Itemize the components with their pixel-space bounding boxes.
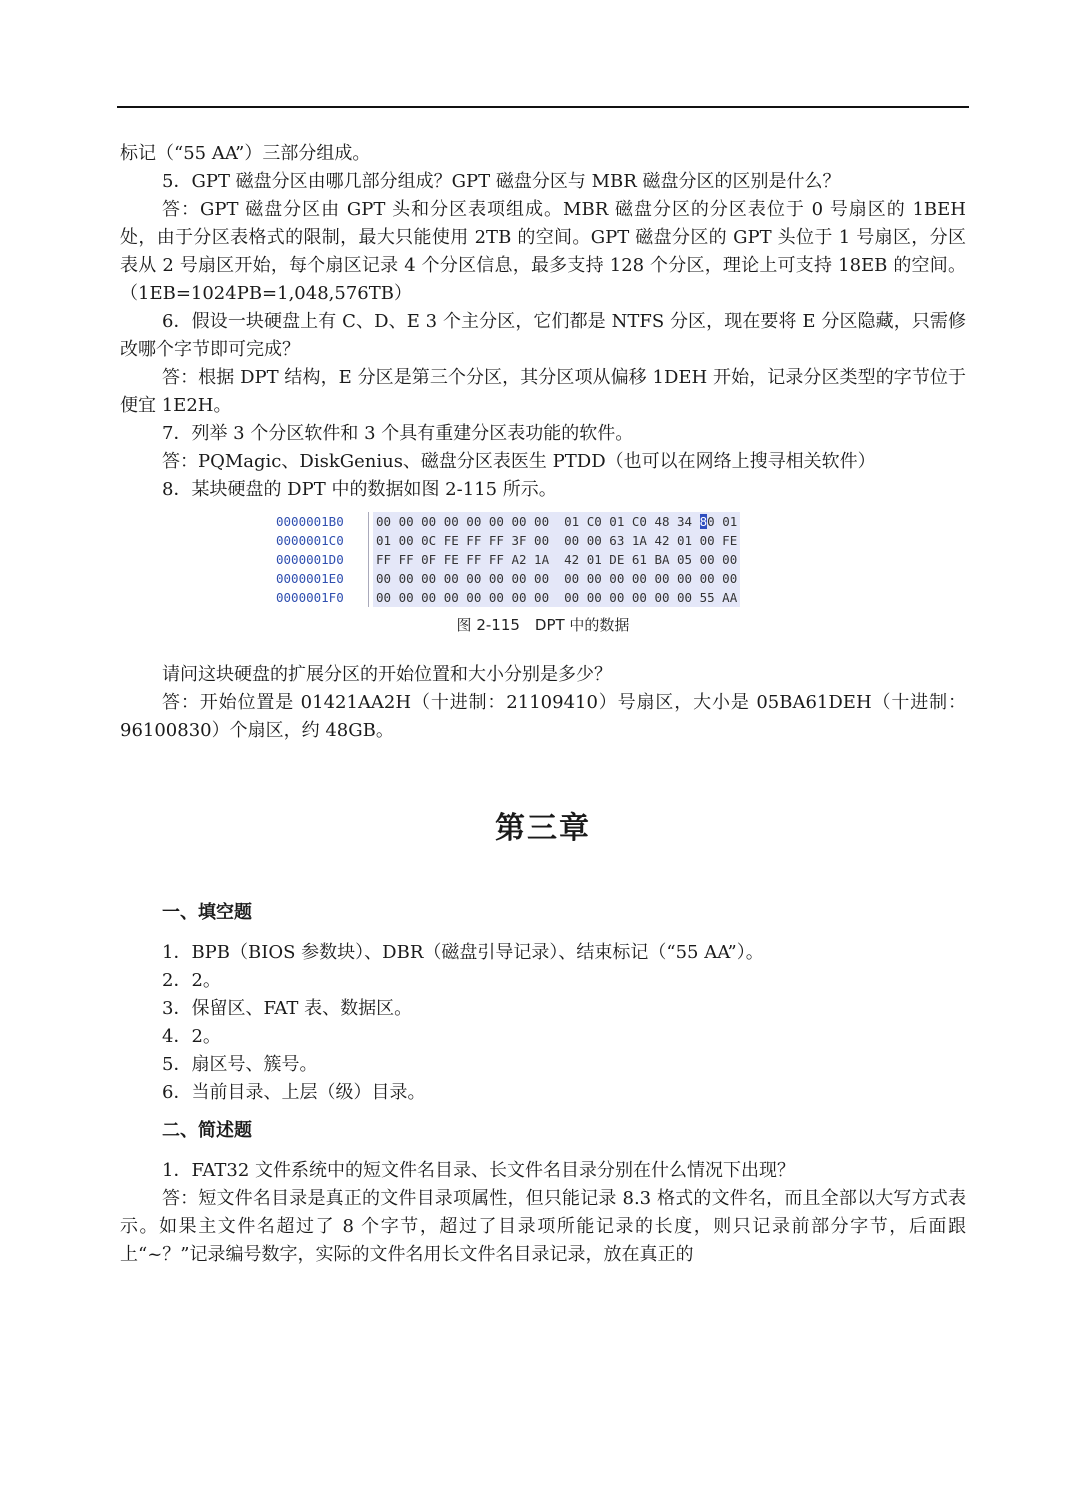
question-5: 5．GPT 磁盘分区由哪几部分组成？GPT 磁盘分区与 MBR 磁盘分区的区别是什么？	[162, 171, 841, 192]
question-6: 6．假设一块硬盘上有 C、D、E 3 个主分区，它们都是 NTFS 分区，现在要将 E 分区隐藏，只需修改哪个字节即可完成？	[120, 311, 966, 360]
list-item: 6．当前目录、上层（级）目录。	[162, 1082, 426, 1103]
short-answer-1: 答：短文件名目录是真正的文件目录项属性，但只能记录 8.3 格式的文件名，而且全部以大写方式表示。如果主文件名超过了 8 个字节，超过了目录项所能记录的长度，则只记录前部分字节，后面跟上“~？”记录编号数字，实际的文件名用长文件名目录记录，放在真正的	[120, 1188, 966, 1265]
hex-row	[276, 531, 966, 550]
header-rule	[117, 106, 969, 108]
list-item: 4．2。	[162, 1026, 221, 1047]
hex-cursor: 8	[699, 514, 708, 529]
question-8-followup: 请问这块硬盘的扩展分区的开始位置和大小分别是多少？	[162, 664, 612, 685]
chapter-title: 第三章	[495, 811, 591, 846]
answer-7: 答：PQMagic、DiskGenius、磁盘分区表医生 PTDD（也可以在网络上搜寻相关软件）	[162, 451, 876, 472]
hex-dump-figure	[276, 512, 966, 607]
hex-address: 0000001E0	[276, 569, 369, 588]
hex-row	[276, 550, 966, 569]
figure-caption: 图 2-115 DPT 中的数据	[456, 616, 630, 634]
list-item: 2．2。	[162, 970, 221, 991]
fill-answers-list	[120, 939, 966, 1107]
question-7: 7．列举 3 个分区软件和 3 个具有重建分区表功能的软件。	[162, 423, 634, 444]
answer-8: 答：开始位置是 01421AA2H（十进制：21109410）号扇区，大小是 05BA61DEH（十进制：96100830）个扇区，约 48GB。	[120, 692, 966, 741]
hex-address: 0000001B0	[276, 512, 369, 531]
list-item: 1．BPB（BIOS 参数块）、DBR（磁盘引导记录）、结束标记（“55 AA”）。	[162, 942, 764, 963]
paragraph-continuation: 标记（“55 AA”）三部分组成。	[120, 143, 371, 164]
hex-bytes: 00 00 00 00 00 00 00 00 00 00 00 00 00 00 55 AA	[373, 588, 740, 607]
hex-address: 0000001F0	[276, 588, 369, 607]
hex-bytes: 00 00 00 00 00 00 00 00 01 C0 01 C0 48 34 80 01	[373, 512, 740, 531]
list-item: 3．保留区、FAT 表、数据区。	[162, 998, 413, 1019]
section-heading-short-answer: 二、简述题	[162, 1120, 252, 1141]
short-question-1: 1．FAT32 文件系统中的短文件名目录、长文件名目录分别在什么情况下出现？	[162, 1160, 796, 1181]
list-item: 5．扇区号、簇号。	[162, 1054, 318, 1075]
hex-address: 0000001D0	[276, 550, 369, 569]
question-8: 8．某块硬盘的 DPT 中的数据如图 2-115 所示。	[162, 479, 557, 500]
hex-bytes: FF FF 0F FE FF FF A2 1A 42 01 DE 61 BA 05 00 00	[373, 550, 740, 569]
hex-bytes: 01 00 0C FE FF FF 3F 00 00 00 63 1A 42 01 00 FE	[373, 531, 740, 550]
hex-row	[276, 588, 966, 607]
hex-row	[276, 569, 966, 588]
page-body	[120, 140, 966, 1269]
hex-row	[276, 512, 966, 531]
hex-bytes: 00 00 00 00 00 00 00 00 00 00 00 00 00 00 00 00	[373, 569, 740, 588]
answer-6: 答：根据 DPT 结构，E 分区是第三个分区，其分区项从偏移 1DEH 开始，记录分区类型的字节位于便宜 1E2H。	[120, 367, 966, 416]
hex-address: 0000001C0	[276, 531, 369, 550]
answer-5: 答：GPT 磁盘分区由 GPT 头和分区表项组成。MBR 磁盘分区的分区表位于 0 号扇区的 1BEH 处，由于分区表格式的限制，最大只能使用 2TB 的空间。GPT 磁盘分区的 GPT 头位于 1 号扇区，分区表从 2 号扇区开始，每个扇区记录 4 个分区信息，最多支持 128 个分区，理论上可支持 18EB 的空间。（1EB=1024PB=1,048,576TB）	[120, 199, 966, 304]
section-heading-fill: 一、填空题	[162, 902, 252, 923]
